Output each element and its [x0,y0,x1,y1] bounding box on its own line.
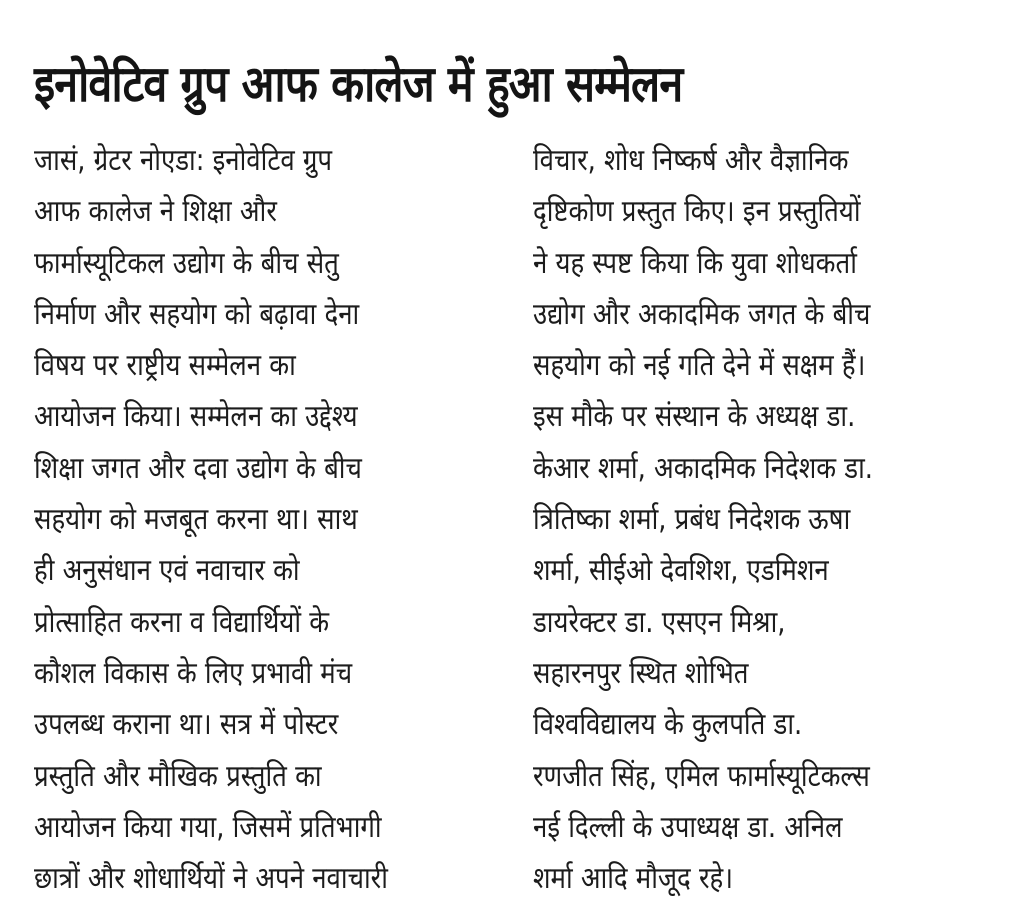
text-line: कौशल विकास के लिए प्रभावी मंच [34,655,353,691]
article-column-left [34,135,504,904]
text-line: आयोजन किया गया, जिसमें प्रतिभागी [34,809,382,845]
text-line: ने यह स्पष्ट किया कि युवा शोधकर्ता [533,245,857,281]
text-line: सहारनपुर स्थित शोभित [533,655,749,691]
text-line: फार्मास्यूटिकल उद्योग के बीच सेतु [34,245,339,281]
text-line: शर्मा आदि मौजूद रहे। [533,861,734,897]
text-line: नई दिल्ली के उपाध्यक्ष डा. अनिल [533,809,843,845]
text-line: शर्मा, सीईओ देवशिश, एडमिशन [533,553,829,589]
text-line: विश्वविद्यालय के कुलपति डा. [533,707,803,743]
text-line: केआर शर्मा, अकादमिक निदेशक डा. [533,450,873,486]
text-line: ही अनुसंधान एवं नवाचार को [34,553,300,589]
text-line: त्रितिष्का शर्मा, प्रबंध निदेशक ऊषा [533,502,851,538]
text-line: सहयोग को मजबूत करना था। साथ [34,502,358,538]
text-line: शिक्षा जगत और दवा उद्योग के बीच [34,450,362,486]
text-line: निर्माण और सहयोग को बढ़ावा देना [34,296,360,332]
article-column-right [533,135,993,904]
text-line: दृष्टिकोण प्रस्तुत किए। इन प्रस्तुतियों [533,194,861,230]
headline: इनोवेटिव ग्रुप आफ कालेज में हुआ सम्मेलन [34,55,683,113]
text-line: आयोजन किया। सम्मेलन का उद्देश्य [34,399,358,435]
text-line: प्रोत्साहित करना व विद्यार्थियों के [34,604,330,640]
text-line: आफ कालेज ने शिक्षा और [34,194,277,230]
text-line: प्रस्तुति और मौखिक प्रस्तुति का [34,758,322,794]
text-line: उपलब्ध कराना था। सत्र में पोस्टर [34,707,339,743]
text-line: इस मौके पर संस्थान के अध्यक्ष डा. [533,399,856,435]
text-line: विचार, शोध निष्कर्ष और वैज्ञानिक [533,143,849,178]
text-line: डायरेक्टर डा. एसएन मिश्रा, [533,604,786,640]
text-line: सहयोग को नई गति देने में सक्षम हैं। [533,348,866,384]
text-line: जासं, ग्रेटर नोएडा: इनोवेटिव ग्रुप [34,143,333,178]
text-line: विषय पर राष्ट्रीय सम्मेलन का [34,348,296,384]
text-line: उद्योग और अकादमिक जगत के बीच [533,296,871,332]
text-line: छात्रों और शोधार्थियों ने अपने नवाचारी [34,861,388,897]
text-line: रणजीत सिंह, एमिल फार्मास्यूटिकल्स [533,758,870,794]
